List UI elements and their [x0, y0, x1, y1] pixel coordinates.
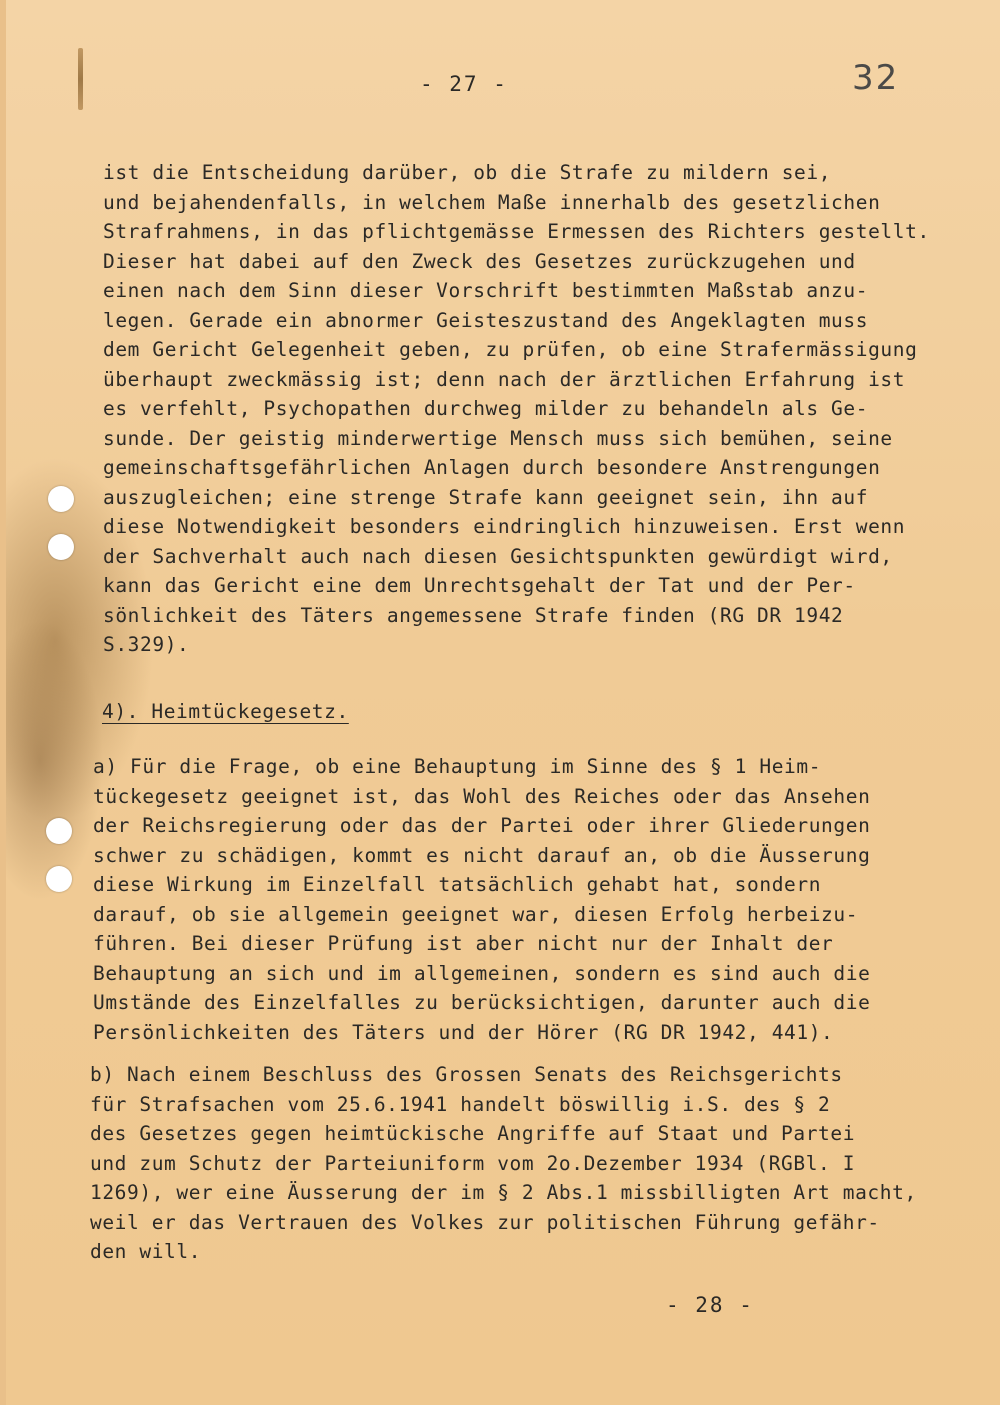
text-line: und zum Schutz der Parteiuniform vom 2o.Dezember 1934 (RGBl. I: [90, 1151, 856, 1175]
text-line: Strafrahmens, in das pflichtgemässe Ermessen des Richters gestellt.: [103, 220, 930, 243]
text-line: Dieser hat dabei auf den Zweck des Gesetzes zurückzugehen und: [103, 249, 856, 273]
text-line: auszugleichen; eine strenge Strafe kann geeignet sein, ihn auf: [103, 485, 869, 509]
section-heading: 4). Heimtückegesetz.: [102, 700, 349, 723]
paper-edge: [0, 0, 6, 1405]
text-line: a) Für die Frage, ob eine Behauptung im Sinne des § 1 Heim-: [93, 755, 822, 778]
text-line: und bejahendenfalls, in welchem Maße innerhalb des gesetzlichen: [103, 190, 881, 214]
text-line: dem Gericht Gelegenheit geben, zu prüfen, ob eine Strafermässigung: [103, 338, 918, 361]
text-line: darauf, ob sie allgemein geeignet war, diesen Erfolg herbeizu-: [93, 902, 859, 926]
folio-number: 32: [852, 58, 900, 98]
paragraph-a: [93, 752, 953, 1047]
next-page-reference: - 28 -: [666, 1293, 754, 1317]
punch-hole: [48, 534, 74, 560]
text-line: kann das Gericht eine dem Unrechtsgehalt der Tat und der Per-: [103, 574, 856, 597]
text-line: es verfehlt, Psychopathen durchweg milder zu behandeln als Ge-: [103, 397, 869, 420]
page-number: - 27 -: [420, 72, 508, 96]
text-line: sunde. Der geistig minderwertige Mensch muss sich bemühen, seine: [103, 426, 893, 450]
text-line: diese Wirkung im Einzelfall tatsächlich gehabt hat, sondern: [93, 873, 822, 896]
text-line: tückegesetz geeignet ist, das Wohl des Reiches oder das Ansehen: [93, 784, 871, 808]
staple-mark: [78, 48, 83, 110]
text-line: überhaupt zweckmässig ist; denn nach der ärztlichen Erfahrung ist: [103, 367, 906, 391]
text-line: den will.: [90, 1240, 202, 1263]
text-line: Umstände des Einzelfalles zu berücksichtigen, darunter auch die: [93, 991, 871, 1014]
text-line: legen. Gerade ein abnormer Geisteszustand des Angeklagten muss: [103, 308, 869, 332]
text-line: ist die Entscheidung darüber, ob die Strafe zu mildern sei,: [103, 161, 832, 184]
punch-hole: [48, 486, 74, 512]
text-line: der Sachverhalt auch nach diesen Gesichtspunkten gewürdigt wird,: [103, 544, 893, 568]
text-line: des Gesetzes gegen heimtückische Angriffe auf Staat und Partei: [90, 1122, 856, 1145]
punch-hole: [46, 818, 72, 844]
text-line: Persönlichkeiten des Täters und der Hörer (RG DR 1942, 441).: [93, 1020, 834, 1044]
text-line: S.329).: [103, 633, 190, 656]
paragraph-b: [90, 1060, 950, 1267]
text-line: 1269), wer eine Äusserung der im § 2 Abs.1 missbilligten Art macht,: [90, 1181, 917, 1204]
text-line: sönlichkeit des Täters angemessene Strafe finden (RG DR 1942: [103, 603, 844, 627]
text-line: einen nach dem Sinn dieser Vorschrift bestimmten Maßstab anzu-: [103, 279, 869, 302]
text-line: Behauptung an sich und im allgemeinen, sondern es sind auch die: [93, 961, 871, 985]
text-line: weil er das Vertrauen des Volkes zur politischen Führung gefähr-: [90, 1210, 880, 1234]
paragraph-intro: [103, 158, 943, 660]
text-line: der Reichsregierung oder das der Partei oder ihrer Gliederungen: [93, 814, 871, 837]
text-line: führen. Bei dieser Prüfung ist aber nicht nur der Inhalt der: [93, 932, 834, 955]
text-line: diese Notwendigkeit besonders eindringlich hinzuweisen. Erst wenn: [103, 515, 906, 538]
text-line: für Strafsachen vom 25.6.1941 handelt böswillig i.S. des § 2: [90, 1092, 831, 1116]
punch-hole: [46, 866, 72, 892]
text-line: gemeinschaftsgefährlichen Anlagen durch besondere Anstrengungen: [103, 456, 881, 479]
text-line: b) Nach einem Beschluss des Grossen Senats des Reichsgerichts: [90, 1063, 843, 1086]
text-line: schwer zu schädigen, kommt es nicht darauf an, ob die Äusserung: [93, 843, 871, 867]
